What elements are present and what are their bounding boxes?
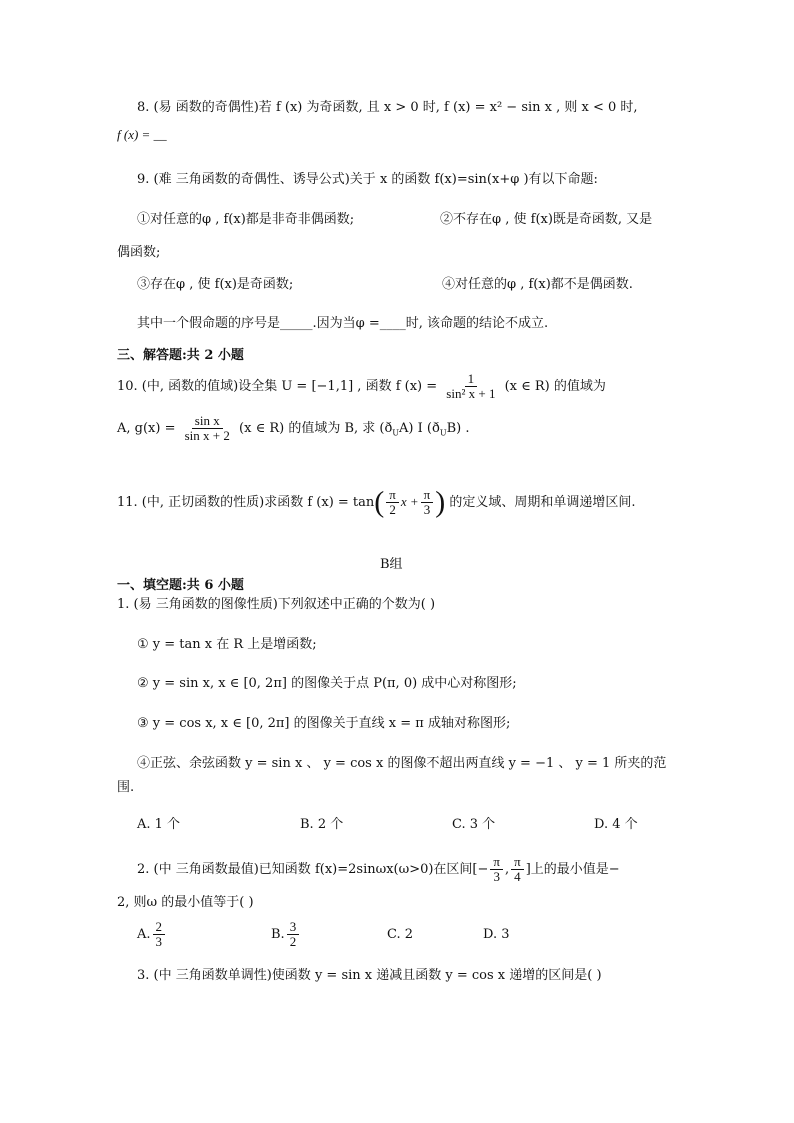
q11-frac-a bbox=[386, 488, 399, 517]
b2-comma: , bbox=[504, 862, 510, 877]
q9-item3: ③存在φ , 使 f(x)是奇函数; bbox=[137, 277, 294, 292]
q9-item4: ④对任意的φ , f(x)都不是偶函数. bbox=[442, 277, 633, 292]
q11-frac-b-den: 3 bbox=[423, 502, 431, 517]
b2-line1 bbox=[137, 852, 620, 888]
b1-option-b: B. 2 个 bbox=[300, 817, 344, 832]
b2-option-c: C. 2 bbox=[387, 927, 414, 942]
q10-line1 bbox=[117, 369, 606, 405]
b2-option-b bbox=[271, 917, 301, 953]
b2-option-b-label: B. bbox=[271, 927, 285, 942]
b2-option-a-label: A. bbox=[137, 927, 151, 942]
b2-line1-pre: 2. (中 三角函数最值)已知函数 f(x)=2sinωx(ω>0)在区间[− bbox=[137, 862, 489, 877]
b1-option-d: D. 4 个 bbox=[594, 817, 638, 832]
b2-frac-b-num: π bbox=[511, 855, 524, 870]
q10-line2 bbox=[117, 411, 469, 452]
b1-option-c: C. 3 个 bbox=[452, 817, 496, 832]
q10-fraction-1 bbox=[443, 372, 498, 401]
q10-sub-u2: U bbox=[439, 428, 447, 438]
q10-line2-tail: A) I (ð bbox=[399, 421, 440, 436]
q10-sub-u1: U bbox=[392, 428, 400, 438]
b2-frac-a-den: 3 bbox=[493, 869, 500, 884]
b3-stem: 3. (中 三角函数单调性)使函数 y = sin x 递减且函数 y = cos x 递增的区间是( ) bbox=[137, 968, 602, 983]
b1-option-a: A. 1 个 bbox=[137, 817, 181, 832]
b2-frac-b-den: 4 bbox=[514, 869, 521, 884]
q11-left-paren: ( bbox=[374, 485, 385, 519]
b2-line1-post: ]上的最小值是− bbox=[525, 862, 620, 877]
q9-item2: ②不存在φ , 使 f(x)既是奇函数, 又是 bbox=[440, 212, 653, 227]
q11-pre: 11. (中, 正切函数的性质)求函数 f (x) = tan bbox=[117, 495, 375, 510]
q10-line2-pre: A, g(x) = bbox=[117, 421, 176, 436]
q10-frac2-num: sin x bbox=[192, 414, 223, 429]
q10-frac1-den: sin² x + 1 bbox=[446, 386, 496, 401]
q11-right-paren: ) bbox=[435, 485, 446, 519]
b2-frac-a bbox=[490, 855, 503, 884]
q11-line bbox=[117, 482, 636, 523]
q10-fraction-2 bbox=[182, 414, 233, 443]
b2-option-a bbox=[137, 917, 167, 953]
q10-line2-post: (x ∈ R) 的值域为 B, 求 (ð bbox=[239, 421, 393, 436]
b2-frac-b bbox=[511, 855, 524, 884]
q8-line2: f (x) = __ bbox=[117, 127, 167, 142]
q10-line2-end: B) . bbox=[446, 421, 470, 436]
q10-pre: 10. (中, 函数的值域)设全集 U = [−1,1] , 函数 f (x) = bbox=[117, 379, 438, 394]
b2-option-b-frac bbox=[287, 920, 300, 949]
q10-post: (x ∈ R) 的值域为 bbox=[504, 379, 606, 394]
q9-item1: ①对任意的φ , f(x)都是非奇非偶函数; bbox=[137, 212, 355, 227]
q11-frac-b-num: π bbox=[421, 488, 434, 503]
b2-option-b-den: 2 bbox=[289, 934, 297, 949]
section3-title: 三、解答题:共 2 小题 bbox=[117, 348, 244, 363]
q11-frac-b bbox=[421, 488, 434, 517]
b1-statement-4-cont: 围. bbox=[117, 780, 135, 795]
q9-item2-cont: 偶函数; bbox=[117, 245, 161, 260]
q10-frac1-num: 1 bbox=[465, 372, 478, 387]
b2-frac-a-num: π bbox=[490, 855, 503, 870]
b1-statement-2: ② y = sin x, x ∈ [0, 2π] 的图像关于点 P(π, 0) 成中心对称图形; bbox=[137, 676, 517, 691]
b2-option-d: D. 3 bbox=[483, 927, 510, 942]
b1-statement-3: ③ y = cos x, x ∈ [0, 2π] 的图像关于直线 x = π 成轴对称图形; bbox=[137, 716, 511, 731]
b2-option-a-frac bbox=[153, 920, 166, 949]
q10-frac2-den: sin x + 2 bbox=[184, 428, 230, 443]
section1-title: 一、填空题:共 6 小题 bbox=[117, 578, 244, 593]
q8-line1: 8. (易 函数的奇偶性)若 f (x) 为奇函数, 且 x > 0 时, f (x) = x² − sin x , 则 x < 0 时, bbox=[137, 100, 638, 115]
q11-post: 的定义域、周期和单调递增区间. bbox=[449, 495, 636, 510]
b1-stem: 1. (易 三角函数的图像性质)下列叙述中正确的个数为( ) bbox=[117, 597, 436, 612]
q11-frac-a-den: 2 bbox=[389, 502, 396, 517]
b1-statement-4: ④正弦、余弦函数 y = sin x 、 y = cos x 的图像不超出两直线 y = −1 、 y = 1 所夹的范 bbox=[137, 756, 667, 771]
q9-blank-line: 其中一个假命题的序号是_____.因为当φ =____时, 该命题的结论不成立. bbox=[137, 316, 549, 331]
b2-option-b-num: 3 bbox=[287, 920, 300, 935]
b2-option-a-num: 2 bbox=[153, 920, 166, 935]
q11-mid: x + bbox=[400, 494, 419, 509]
q9-stem: 9. (难 三角函数的奇偶性、诱导公式)关于 x 的函数 f(x)=sin(x+φ )有以下命题: bbox=[137, 172, 598, 187]
b2-option-a-den: 3 bbox=[155, 934, 163, 949]
b2-line2: 2, 则ω 的最小值等于( ) bbox=[117, 895, 254, 910]
b1-statement-1: ① y = tan x 在 R 上是增函数; bbox=[137, 637, 317, 652]
group-b-title: B组 bbox=[380, 557, 403, 572]
q11-frac-a-num: π bbox=[386, 488, 399, 503]
